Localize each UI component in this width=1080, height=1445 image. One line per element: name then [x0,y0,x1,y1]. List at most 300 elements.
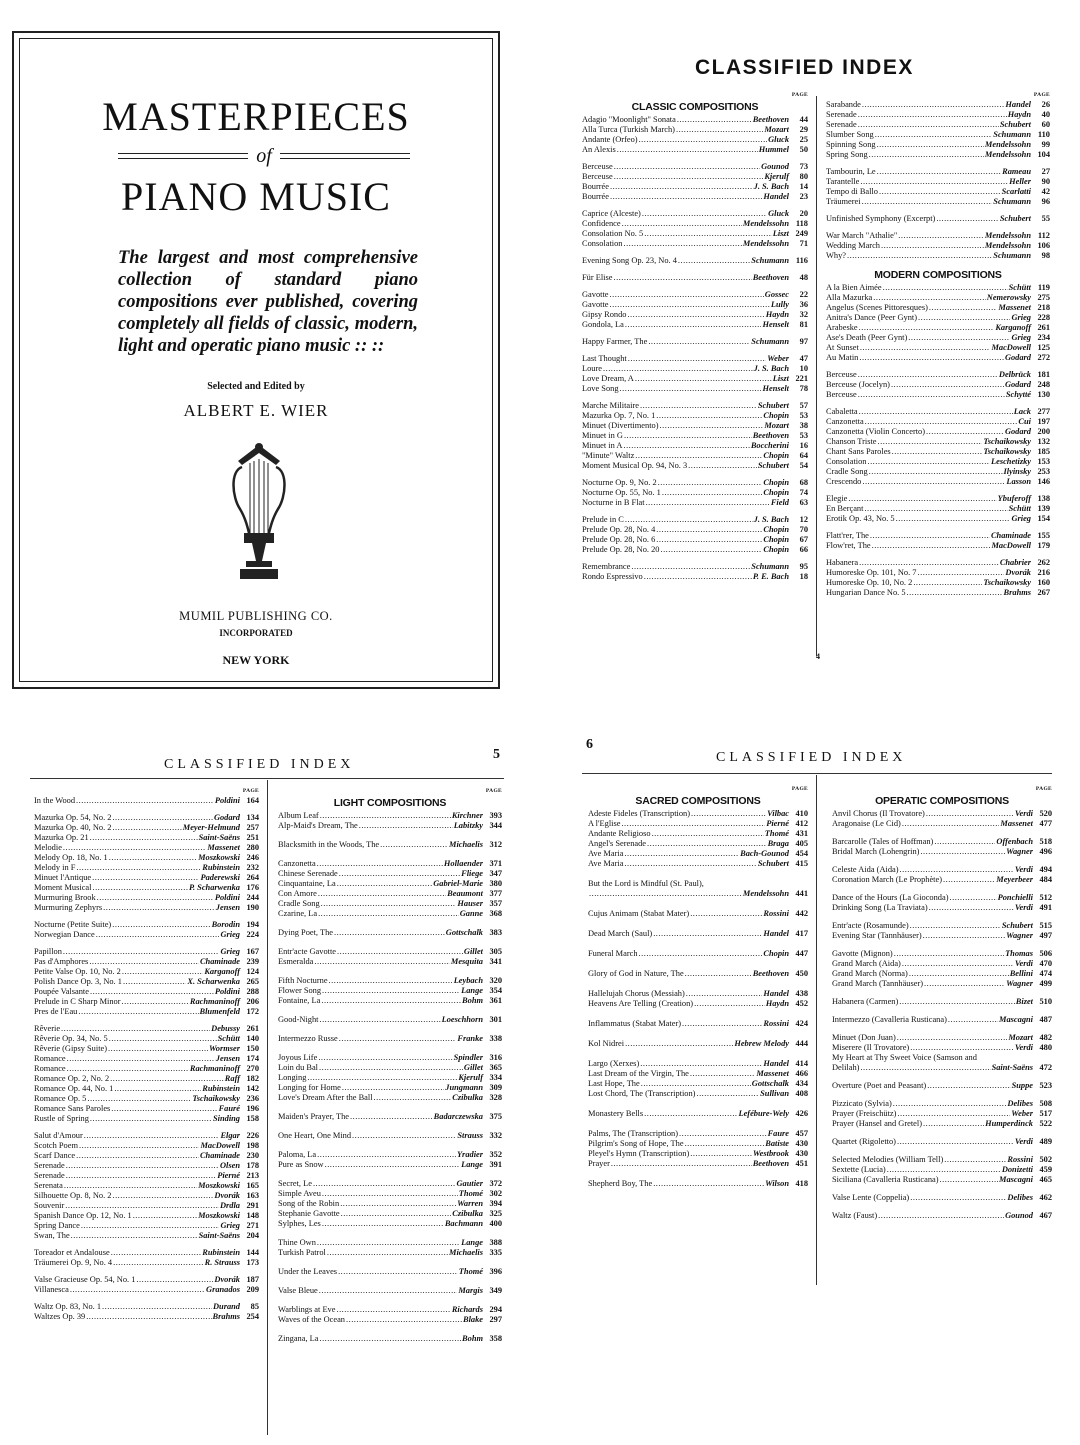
entry-composer: Moszkowski [198,1181,240,1190]
index-entry [34,1231,259,1241]
index-entry [832,1033,1052,1043]
leader-dots [114,1084,201,1094]
entry-composer: Verdi [1014,1043,1033,1052]
index-entry [278,1160,502,1170]
index-entry [582,337,808,347]
leader-dots [89,957,199,967]
entry-title: Spanish Dance Op. 12, No. 1 [34,1211,132,1220]
entry-page: 57 [799,401,808,410]
entry-page: 494 [1039,865,1052,874]
entry-title: Waves of the Ocean [278,1315,345,1324]
entry-page: 383 [489,928,502,937]
leader-dots [691,809,766,819]
index-entry [278,1150,502,1160]
index-entry [278,1034,502,1044]
leader-dots [319,1334,461,1344]
entry-title: Cradle Song [826,467,868,476]
entry-page: 412 [795,819,808,828]
index-entry [826,353,1050,363]
entry-composer: Verdi [1014,903,1033,912]
entry-page: 325 [489,1209,502,1218]
index-entry [832,1155,1052,1165]
leader-dots [898,231,984,241]
entry-page: 27 [1041,167,1050,176]
entry-composer: Lange [461,986,483,995]
index-entry [826,568,1050,578]
entry-composer: Chopin [763,488,789,497]
leader-dots [640,1059,762,1069]
entry-composer: R. Strauss [204,1258,240,1267]
cover-selected-by: Selected and Edited by [207,381,305,392]
leader-dots [690,1149,752,1159]
entry-composer: Jensen [215,1054,240,1063]
leader-dots [112,920,210,930]
entry-composer: J. S. Bach [753,515,789,524]
leader-dots [879,187,1001,197]
leader-dots [642,209,767,219]
index-entry [826,514,1050,524]
entry-page: 112 [1037,231,1050,240]
entry-composer: Poldini [214,987,240,996]
leader-dots [111,1248,202,1258]
entry-composer: Henselt [762,384,789,393]
index-entry [826,241,1050,251]
leader-dots [860,343,991,353]
entry-title: Scarf Dance [34,1151,76,1160]
entry-title: Evening Song Op. 23, No. 4 [582,256,677,265]
index-entry [278,1073,502,1083]
entry-page: 358 [489,1334,502,1343]
entry-title: Murmuring Brook [34,893,96,902]
index-entry [582,354,808,364]
section-heading: OPERATIC COMPOSITIONS [875,795,1009,807]
entry-page: 198 [246,1141,259,1150]
leader-dots [920,847,1005,857]
entry-page: 138 [1037,494,1050,503]
entry-group [582,162,808,202]
entry-title: Prayer [588,1159,610,1168]
entry-composer: Leschetizky [990,457,1031,466]
entry-page: 497 [1039,931,1052,940]
index-entry [832,809,1052,819]
leader-dots [76,796,214,806]
leader-dots [623,441,749,451]
leader-dots [858,390,1005,400]
index-entry [582,239,808,249]
entry-composer: Kjerulf [764,172,789,181]
entry-composer: J. S. Bach [753,364,789,373]
entry-title: Moment Musical Op. 94, No. 3 [582,461,688,470]
entry-list [826,283,1050,598]
index-entry [34,967,259,977]
page-column-label: PAGE [242,788,259,794]
entry-title: Album Leaf [278,811,319,820]
entry-title: In the Wood [34,796,76,805]
entry-title: Tambourin, Le [826,167,876,176]
index-entry [588,989,808,999]
entry-page: 176 [246,883,259,892]
entry-composer: Lully [770,300,789,309]
index-entry [588,849,808,859]
entry-composer: Mascagni [999,1175,1033,1184]
index-entry [582,162,808,172]
entry-group [832,1033,1052,1073]
entry-title: Consolation No. 5 [582,229,644,238]
entry-title: Alla Turca (Turkish March) [582,125,675,134]
entry-group [826,531,1050,551]
entry-page: 167 [246,947,259,956]
leader-dots [123,977,186,987]
entry-composer: Schumann [993,197,1031,206]
entry-title: Lost Chord, The (Transcription) [588,1089,696,1098]
entry-page: 85 [250,1302,259,1311]
leader-dots [63,843,207,853]
entry-page: 254 [246,1312,259,1321]
index-entry [832,1053,1052,1063]
entry-group [588,989,808,1009]
entry-page: 224 [246,930,259,939]
index-entry [34,977,259,987]
entry-composer: MacDowell [200,1141,240,1150]
leader-dots [881,241,984,251]
entry-group [832,1211,1052,1221]
entry-title: Inflammatus (Stabat Mater) [588,1019,682,1028]
entry-group [34,1131,259,1241]
entry-page: 332 [489,1131,502,1140]
entry-page: 357 [489,899,502,908]
entry-page: 232 [246,863,259,872]
leader-dots [653,929,762,939]
entry-composer: Poldini [214,893,240,902]
leader-dots [948,1015,998,1025]
leader-dots [877,140,984,150]
entry-title: Sarabande [826,100,861,109]
entry-composer: Handel [763,929,789,938]
entry-title: Overture (Poet and Peasant) [832,1081,927,1090]
entry-page: 55 [1041,214,1050,223]
entry-composer: Massenet [1000,819,1033,828]
index-entry [278,879,502,889]
leader-dots [61,1024,210,1034]
entry-title: Unfinished Symphony (Excerpt) [826,214,936,223]
entry-title: Siciliana (Cavalleria Rusticana) [832,1175,939,1184]
lyre-icon [228,437,290,585]
entry-title: Secret, Le [278,1179,312,1188]
entry-title: Minuet (Divertimento) [582,421,659,430]
entry-composer: Chaminade [199,1151,240,1160]
entry-group [588,1019,808,1029]
entry-title: Rustle of Spring [34,1114,89,1123]
entry-composer: Mendelssohn [984,140,1031,149]
entry-title: Cinquantaine, La [278,879,336,888]
entry-page: 140 [246,1034,259,1043]
index-entry [582,115,808,125]
entry-page: 470 [1039,959,1052,968]
entry-composer: Margis [458,1286,483,1295]
entry-page: 447 [795,949,808,958]
index-entry [34,873,259,883]
page-column-label: PAGE [485,788,502,794]
entry-composer: Wilson [765,1179,789,1188]
entry-page: 515 [1039,921,1052,930]
entry-composer: Karganoff [204,967,240,976]
leader-dots [686,989,763,999]
entry-composer: Mozart [764,125,789,134]
entry-composer: Olsen [219,1161,240,1170]
entry-title: Habanera (Carmen) [832,997,899,1006]
cover-of-divider [20,147,492,169]
leader-dots [896,514,1011,524]
entry-title: Pilgrim's Song of Hope, The [588,1139,684,1148]
index-entry [582,135,808,145]
page-column-label: PAGE [791,92,808,98]
entry-composer: Sullivan [760,1089,789,1098]
divider-rule-right [280,153,410,159]
entry-composer: Thomé [458,1189,483,1198]
index-entry [34,903,259,913]
index-entry [588,1149,808,1159]
entry-group [34,1024,259,1124]
entry-page: 335 [489,1248,502,1257]
entry-group [34,1248,259,1268]
leader-dots [873,293,986,303]
entry-composer: Schubert [999,214,1031,223]
index-entry [34,883,259,893]
index-entry [588,909,808,919]
leader-dots [897,1137,1014,1147]
entry-page: 146 [1037,477,1050,486]
index-entry [278,821,502,831]
entry-group [582,401,808,471]
entry-composer: Heller [1009,177,1031,186]
entry-title: Slumber Song [826,130,874,139]
entry-list [34,796,259,1322]
entry-title: Ave Maria [588,849,624,858]
index-entry [588,949,808,959]
entry-title: Ase's Death (Peer Gynt) [826,333,908,342]
entry-page: 431 [795,829,808,838]
entry-page: 185 [1037,447,1050,456]
entry-title: Czarine, La [278,909,318,918]
entry-title: Serenade [34,1171,65,1180]
entry-title: Cabaletta [826,407,858,416]
entry-composer: Beethoven [752,115,789,124]
entry-title: Romance Op. 2, No. 2 [34,1074,110,1083]
entry-page: 73 [799,162,808,171]
entry-title: Valse Lente (Coppelia) [832,1193,910,1202]
entry-page: 393 [489,811,502,820]
index-entry [826,578,1050,588]
entry-group [832,1155,1052,1185]
leader-dots [322,1189,458,1199]
entry-composer: Rossini [1007,1155,1033,1164]
entry-composer: Massenet [998,303,1031,312]
entry-title: Mazurka Op. 40, No. 2 [34,823,112,832]
index-entry [34,1054,259,1064]
entry-title: Minuet l'Antique [34,873,92,882]
entry-composer: Saint-Saëns [198,1231,240,1240]
entry-page: 368 [489,909,502,918]
entry-composer: Tschaikowsky [983,578,1031,587]
index-entry [588,829,808,839]
leader-dots [320,811,451,821]
leader-dots [639,135,767,145]
entry-composer: Saint-Saëns [198,833,240,842]
entry-composer: Granados [206,1285,240,1294]
entry-group [826,231,1050,261]
index-entry [34,920,259,930]
entry-page: 25 [799,135,808,144]
entry-composer: Bellini [1009,969,1033,978]
index-entry [826,120,1050,130]
index-entry [826,504,1050,514]
entry-page: 271 [246,1221,259,1230]
index-entry [582,535,808,545]
entry-page: 496 [1039,847,1052,856]
entry-page: 106 [1037,241,1050,250]
leader-dots [926,427,1004,437]
index-entry [826,177,1050,187]
entry-title: Longing for Home [278,1083,341,1092]
entry-group [34,1302,259,1322]
entry-page: 218 [1037,303,1050,312]
entry-composer: Rachmaninoff [189,1064,240,1073]
index-entry [582,256,808,266]
entry-page: 328 [489,1093,502,1102]
entry-page: 78 [799,384,808,393]
entry-page: 29 [799,125,808,134]
entry-composer: Gluck [768,135,789,144]
index-entry [826,437,1050,447]
entry-composer: Suppe [1011,1081,1033,1090]
entry-group [582,354,808,394]
index-entry [832,921,1052,931]
leader-dots [79,1141,199,1151]
leader-dots [111,1104,217,1114]
entry-page: 179 [1037,541,1050,550]
entry-title: Coronation March (Le Prophète) [832,875,943,884]
leader-dots [610,300,770,310]
entry-composer: Schütt [1008,283,1031,292]
entry-composer: Thomas [1005,949,1033,958]
entry-page: 270 [246,1064,259,1073]
entry-page: 444 [795,1039,808,1048]
index-page-5 [0,720,540,1445]
index-entry [826,231,1050,241]
entry-title: Scotch Poem [34,1141,78,1150]
entry-group [34,947,259,1017]
section-heading: MODERN COMPOSITIONS [874,269,1002,281]
entry-composer: Leybach [453,976,483,985]
leader-dots [321,996,461,1006]
entry-page: 459 [1039,1165,1052,1174]
index-entry [832,837,1052,847]
entry-composer: Bach-Gounod [740,849,789,858]
index-entry [832,969,1052,979]
entry-title: Palms, The (Transcription) [588,1129,679,1138]
entry-composer: Chabrier [999,558,1031,567]
entry-page: 172 [246,1007,259,1016]
entry-title: Toreador et Andalouse [34,1248,110,1257]
index-entry [34,1104,259,1114]
entry-title: Mazurka Op. 21 [34,833,89,842]
entry-composer: Mendelssohn [984,231,1031,240]
entry-page: 426 [795,1109,808,1118]
entry-composer: Mozart [1008,1033,1033,1042]
index-entry [278,1015,502,1025]
leader-dots [112,823,181,833]
leader-dots [867,457,990,467]
index-entry [34,1181,259,1191]
entry-composer: Handel [1005,100,1031,109]
leader-dots [319,1063,463,1073]
entry-composer: Grieg [220,947,240,956]
entry-title: Nocturne (Petite Suite) [34,920,112,929]
entry-list [278,811,502,1344]
entry-title: Happy Farmer, The [582,337,648,346]
entry-composer: Chopin [763,525,789,534]
entry-composer: Godard [1004,353,1031,362]
classic-modern-column-2 [826,92,1050,605]
leader-dots [90,987,214,997]
entry-composer: Ybuferoff [997,494,1031,503]
index-entry [582,441,808,451]
entry-title: Flower Song [278,986,322,995]
entry-title: Humoreske Op. 101, No. 7 [826,568,917,577]
entry-page: 182 [246,1074,259,1083]
entry-composer: Grieg [220,930,240,939]
leader-dots [631,562,750,572]
entry-title: Prelude in C [582,515,624,524]
index-entry [832,1193,1052,1203]
entry-page: 16 [799,441,808,450]
leader-dots [878,437,983,447]
leader-dots [878,1211,1004,1221]
entry-page: 187 [246,1275,259,1284]
index-entry [278,1248,502,1258]
entry-composer: Beethoven [752,431,789,440]
index-entry [826,130,1050,140]
leader-dots [848,494,996,504]
leader-dots [902,959,1014,969]
entry-page: 487 [1039,1015,1052,1024]
entry-title: Berceuse (Jocelyn) [826,380,890,389]
entry-page: 48 [799,273,808,282]
index-entry [588,969,808,979]
entry-page: 163 [246,1191,259,1200]
entry-page: 344 [489,821,502,830]
entry-title: Waltz (Faust) [832,1211,878,1220]
leader-dots [847,251,992,261]
leader-dots [927,1081,1010,1091]
entry-group [34,796,259,806]
leader-dots [646,498,770,508]
leader-dots [337,947,463,957]
entry-group [278,1112,502,1122]
entry-page: 375 [489,1112,502,1121]
entry-page: 221 [795,374,808,383]
entry-title: Anvil Chorus (Il Trovatore) [832,809,925,818]
entry-title: Poupée Valsante [34,987,89,996]
entry-page: 132 [1037,437,1050,446]
entry-page: 489 [1039,1137,1052,1146]
entry-page: 297 [489,1315,502,1324]
entry-title: Angelus (Scenes Pittoresques) [826,303,928,312]
leader-dots [625,320,762,330]
entry-group [832,837,1052,857]
index-entry [278,976,502,986]
entry-group [278,1267,502,1277]
